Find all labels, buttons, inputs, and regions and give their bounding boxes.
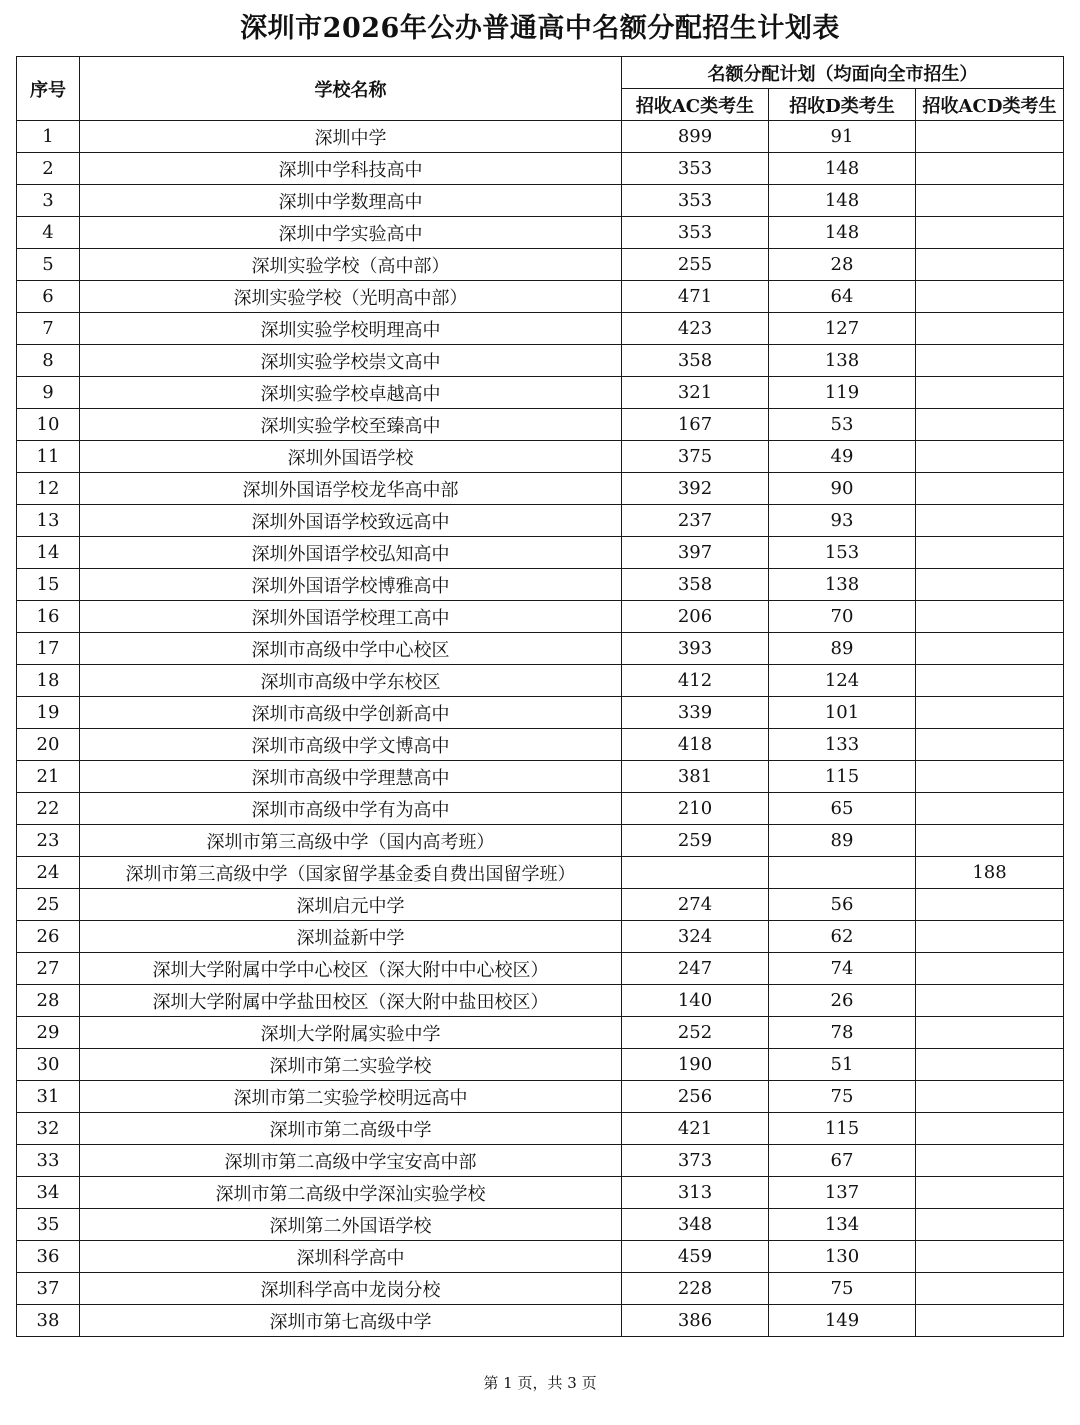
row-index: 18 bbox=[17, 665, 80, 697]
school-name: 深圳实验学校至臻高中 bbox=[80, 409, 622, 441]
d-count: 148 bbox=[769, 217, 916, 249]
table-row bbox=[17, 985, 1064, 1017]
school-name: 深圳实验学校卓越高中 bbox=[80, 377, 622, 409]
d-count: 78 bbox=[769, 1017, 916, 1049]
table-row bbox=[17, 249, 1064, 281]
acd-count bbox=[916, 217, 1064, 249]
school-name: 深圳实验学校崇文高中 bbox=[80, 345, 622, 377]
ac-count: 358 bbox=[622, 345, 769, 377]
d-count: 26 bbox=[769, 985, 916, 1017]
acd-count bbox=[916, 313, 1064, 345]
row-index: 23 bbox=[17, 825, 80, 857]
school-name: 深圳中学实验高中 bbox=[80, 217, 622, 249]
ac-count bbox=[622, 857, 769, 889]
school-name: 深圳市第二实验学校明远高中 bbox=[80, 1081, 622, 1113]
table-row bbox=[17, 697, 1064, 729]
row-index: 21 bbox=[17, 761, 80, 793]
row-index: 34 bbox=[17, 1177, 80, 1209]
school-name: 深圳市第二实验学校 bbox=[80, 1049, 622, 1081]
d-count: 119 bbox=[769, 377, 916, 409]
document-title: 深圳市2026年公办普通高中名额分配招生计划表 bbox=[240, 13, 840, 44]
header-acd-students: 招收ACD类考生 bbox=[916, 89, 1064, 121]
row-index: 22 bbox=[17, 793, 80, 825]
table-row bbox=[17, 409, 1064, 441]
school-name: 深圳外国语学校理工高中 bbox=[80, 601, 622, 633]
d-count: 65 bbox=[769, 793, 916, 825]
d-count: 127 bbox=[769, 313, 916, 345]
d-count: 70 bbox=[769, 601, 916, 633]
d-count: 115 bbox=[769, 1113, 916, 1145]
ac-count: 256 bbox=[622, 1081, 769, 1113]
row-index: 33 bbox=[17, 1145, 80, 1177]
acd-count bbox=[916, 953, 1064, 985]
enrollment-plan-table bbox=[16, 56, 1064, 1337]
page-footer: 第 1 页，共 3 页 bbox=[483, 1374, 597, 1392]
row-index: 20 bbox=[17, 729, 80, 761]
school-name: 深圳市高级中学有为高中 bbox=[80, 793, 622, 825]
table-row bbox=[17, 761, 1064, 793]
school-name: 深圳市高级中学理慧高中 bbox=[80, 761, 622, 793]
d-count: 153 bbox=[769, 537, 916, 569]
school-name: 深圳外国语学校龙华高中部 bbox=[80, 473, 622, 505]
acd-count bbox=[916, 1209, 1064, 1241]
row-index: 38 bbox=[17, 1305, 80, 1337]
header-row-1 bbox=[17, 57, 1064, 89]
acd-count bbox=[916, 249, 1064, 281]
d-count: 75 bbox=[769, 1081, 916, 1113]
table-body bbox=[17, 121, 1064, 1337]
ac-count: 358 bbox=[622, 569, 769, 601]
row-index: 2 bbox=[17, 153, 80, 185]
row-index: 31 bbox=[17, 1081, 80, 1113]
row-index: 14 bbox=[17, 537, 80, 569]
table-row bbox=[17, 505, 1064, 537]
acd-count bbox=[916, 1081, 1064, 1113]
header-school-name: 学校名称 bbox=[80, 57, 622, 121]
table-row bbox=[17, 921, 1064, 953]
header-index: 序号 bbox=[17, 57, 80, 121]
school-name: 深圳市第七高级中学 bbox=[80, 1305, 622, 1337]
ac-count: 259 bbox=[622, 825, 769, 857]
d-count: 62 bbox=[769, 921, 916, 953]
ac-count: 375 bbox=[622, 441, 769, 473]
d-count: 148 bbox=[769, 153, 916, 185]
row-index: 30 bbox=[17, 1049, 80, 1081]
table-row bbox=[17, 217, 1064, 249]
table-row bbox=[17, 473, 1064, 505]
ac-count: 397 bbox=[622, 537, 769, 569]
row-index: 6 bbox=[17, 281, 80, 313]
school-name: 深圳市高级中学中心校区 bbox=[80, 633, 622, 665]
ac-count: 237 bbox=[622, 505, 769, 537]
row-index: 36 bbox=[17, 1241, 80, 1273]
table-row bbox=[17, 729, 1064, 761]
table-row bbox=[17, 1081, 1064, 1113]
table-row bbox=[17, 1241, 1064, 1273]
ac-count: 313 bbox=[622, 1177, 769, 1209]
table-row bbox=[17, 825, 1064, 857]
school-name: 深圳中学数理高中 bbox=[80, 185, 622, 217]
ac-count: 321 bbox=[622, 377, 769, 409]
row-index: 28 bbox=[17, 985, 80, 1017]
acd-count bbox=[916, 505, 1064, 537]
acd-count bbox=[916, 793, 1064, 825]
ac-count: 459 bbox=[622, 1241, 769, 1273]
ac-count: 339 bbox=[622, 697, 769, 729]
row-index: 7 bbox=[17, 313, 80, 345]
table-row bbox=[17, 313, 1064, 345]
row-index: 5 bbox=[17, 249, 80, 281]
table-row bbox=[17, 345, 1064, 377]
acd-count bbox=[916, 281, 1064, 313]
d-count: 101 bbox=[769, 697, 916, 729]
acd-count bbox=[916, 665, 1064, 697]
d-count: 51 bbox=[769, 1049, 916, 1081]
table-row bbox=[17, 537, 1064, 569]
acd-count bbox=[916, 1113, 1064, 1145]
d-count: 89 bbox=[769, 825, 916, 857]
acd-count bbox=[916, 121, 1064, 153]
ac-count: 228 bbox=[622, 1273, 769, 1305]
school-name: 深圳中学科技高中 bbox=[80, 153, 622, 185]
table-header bbox=[17, 57, 1064, 121]
ac-count: 353 bbox=[622, 185, 769, 217]
d-count: 133 bbox=[769, 729, 916, 761]
d-count: 64 bbox=[769, 281, 916, 313]
header-ac-students: 招收AC类考生 bbox=[622, 89, 769, 121]
ac-count: 386 bbox=[622, 1305, 769, 1337]
row-index: 27 bbox=[17, 953, 80, 985]
school-name: 深圳启元中学 bbox=[80, 889, 622, 921]
school-name: 深圳市第三高级中学（国内高考班） bbox=[80, 825, 622, 857]
school-name: 深圳实验学校（光明高中部） bbox=[80, 281, 622, 313]
acd-count bbox=[916, 1017, 1064, 1049]
row-index: 19 bbox=[17, 697, 80, 729]
d-count: 138 bbox=[769, 569, 916, 601]
table-row bbox=[17, 121, 1064, 153]
table-row bbox=[17, 857, 1064, 889]
row-index: 8 bbox=[17, 345, 80, 377]
ac-count: 348 bbox=[622, 1209, 769, 1241]
ac-count: 423 bbox=[622, 313, 769, 345]
row-index: 29 bbox=[17, 1017, 80, 1049]
school-name: 深圳市高级中学东校区 bbox=[80, 665, 622, 697]
school-name: 深圳第二外国语学校 bbox=[80, 1209, 622, 1241]
acd-count bbox=[916, 697, 1064, 729]
table-row bbox=[17, 1209, 1064, 1241]
row-index: 11 bbox=[17, 441, 80, 473]
acd-count bbox=[916, 1145, 1064, 1177]
d-count: 56 bbox=[769, 889, 916, 921]
school-name: 深圳市第二高级中学宝安高中部 bbox=[80, 1145, 622, 1177]
school-name: 深圳外国语学校博雅高中 bbox=[80, 569, 622, 601]
acd-count bbox=[916, 153, 1064, 185]
table-row bbox=[17, 793, 1064, 825]
acd-count bbox=[916, 633, 1064, 665]
school-name: 深圳大学附属中学盐田校区（深大附中盐田校区） bbox=[80, 985, 622, 1017]
table-row bbox=[17, 1049, 1064, 1081]
table-row bbox=[17, 1113, 1064, 1145]
header-d-students: 招收D类考生 bbox=[769, 89, 916, 121]
d-count: 67 bbox=[769, 1145, 916, 1177]
acd-count bbox=[916, 441, 1064, 473]
school-name: 深圳市高级中学文博高中 bbox=[80, 729, 622, 761]
acd-count bbox=[916, 1049, 1064, 1081]
row-index: 32 bbox=[17, 1113, 80, 1145]
d-count: 91 bbox=[769, 121, 916, 153]
ac-count: 393 bbox=[622, 633, 769, 665]
table-row bbox=[17, 1145, 1064, 1177]
table-row bbox=[17, 377, 1064, 409]
ac-count: 210 bbox=[622, 793, 769, 825]
acd-count bbox=[916, 729, 1064, 761]
table-row bbox=[17, 601, 1064, 633]
school-name: 深圳科学高中 bbox=[80, 1241, 622, 1273]
table-row bbox=[17, 665, 1064, 697]
school-name: 深圳外国语学校致远高中 bbox=[80, 505, 622, 537]
acd-count bbox=[916, 1305, 1064, 1337]
ac-count: 353 bbox=[622, 217, 769, 249]
row-index: 35 bbox=[17, 1209, 80, 1241]
d-count: 28 bbox=[769, 249, 916, 281]
table-row bbox=[17, 1305, 1064, 1337]
ac-count: 421 bbox=[622, 1113, 769, 1145]
table-row bbox=[17, 153, 1064, 185]
d-count: 149 bbox=[769, 1305, 916, 1337]
d-count: 115 bbox=[769, 761, 916, 793]
row-index: 4 bbox=[17, 217, 80, 249]
d-count bbox=[769, 857, 916, 889]
d-count: 138 bbox=[769, 345, 916, 377]
school-name: 深圳益新中学 bbox=[80, 921, 622, 953]
d-count: 124 bbox=[769, 665, 916, 697]
school-name: 深圳外国语学校弘知高中 bbox=[80, 537, 622, 569]
acd-count bbox=[916, 345, 1064, 377]
table-row bbox=[17, 281, 1064, 313]
table-row bbox=[17, 1017, 1064, 1049]
ac-count: 418 bbox=[622, 729, 769, 761]
row-index: 26 bbox=[17, 921, 80, 953]
header-quota-plan: 名额分配计划（均面向全市招生） bbox=[622, 57, 1064, 89]
school-name: 深圳科学高中龙岗分校 bbox=[80, 1273, 622, 1305]
ac-count: 167 bbox=[622, 409, 769, 441]
acd-count bbox=[916, 569, 1064, 601]
table-row bbox=[17, 953, 1064, 985]
acd-count bbox=[916, 985, 1064, 1017]
row-index: 24 bbox=[17, 857, 80, 889]
d-count: 134 bbox=[769, 1209, 916, 1241]
school-name: 深圳市第二高级中学深汕实验学校 bbox=[80, 1177, 622, 1209]
school-name: 深圳大学附属中学中心校区（深大附中中心校区） bbox=[80, 953, 622, 985]
acd-count bbox=[916, 1273, 1064, 1305]
ac-count: 471 bbox=[622, 281, 769, 313]
school-name: 深圳市高级中学创新高中 bbox=[80, 697, 622, 729]
d-count: 89 bbox=[769, 633, 916, 665]
row-index: 37 bbox=[17, 1273, 80, 1305]
ac-count: 206 bbox=[622, 601, 769, 633]
acd-count bbox=[916, 601, 1064, 633]
acd-count bbox=[916, 1241, 1064, 1273]
table-row bbox=[17, 185, 1064, 217]
d-count: 49 bbox=[769, 441, 916, 473]
ac-count: 140 bbox=[622, 985, 769, 1017]
row-index: 12 bbox=[17, 473, 80, 505]
ac-count: 252 bbox=[622, 1017, 769, 1049]
row-index: 13 bbox=[17, 505, 80, 537]
d-count: 93 bbox=[769, 505, 916, 537]
row-index: 10 bbox=[17, 409, 80, 441]
acd-count bbox=[916, 473, 1064, 505]
d-count: 90 bbox=[769, 473, 916, 505]
table-row bbox=[17, 889, 1064, 921]
table-row bbox=[17, 441, 1064, 473]
table-row bbox=[17, 1177, 1064, 1209]
ac-count: 392 bbox=[622, 473, 769, 505]
row-index: 17 bbox=[17, 633, 80, 665]
ac-count: 373 bbox=[622, 1145, 769, 1177]
acd-count bbox=[916, 185, 1064, 217]
d-count: 137 bbox=[769, 1177, 916, 1209]
ac-count: 274 bbox=[622, 889, 769, 921]
row-index: 9 bbox=[17, 377, 80, 409]
d-count: 130 bbox=[769, 1241, 916, 1273]
acd-count bbox=[916, 537, 1064, 569]
row-index: 15 bbox=[17, 569, 80, 601]
school-name: 深圳市第二高级中学 bbox=[80, 1113, 622, 1145]
ac-count: 190 bbox=[622, 1049, 769, 1081]
acd-count bbox=[916, 377, 1064, 409]
d-count: 53 bbox=[769, 409, 916, 441]
acd-count: 188 bbox=[916, 857, 1064, 889]
row-index: 1 bbox=[17, 121, 80, 153]
row-index: 25 bbox=[17, 889, 80, 921]
d-count: 148 bbox=[769, 185, 916, 217]
row-index: 3 bbox=[17, 185, 80, 217]
school-name: 深圳市第三高级中学（国家留学基金委自费出国留学班） bbox=[80, 857, 622, 889]
ac-count: 247 bbox=[622, 953, 769, 985]
acd-count bbox=[916, 409, 1064, 441]
school-name: 深圳中学 bbox=[80, 121, 622, 153]
d-count: 74 bbox=[769, 953, 916, 985]
ac-count: 353 bbox=[622, 153, 769, 185]
school-name: 深圳实验学校明理高中 bbox=[80, 313, 622, 345]
ac-count: 899 bbox=[622, 121, 769, 153]
acd-count bbox=[916, 761, 1064, 793]
acd-count bbox=[916, 825, 1064, 857]
acd-count bbox=[916, 1177, 1064, 1209]
table-row bbox=[17, 569, 1064, 601]
d-count: 75 bbox=[769, 1273, 916, 1305]
school-name: 深圳外国语学校 bbox=[80, 441, 622, 473]
row-index: 16 bbox=[17, 601, 80, 633]
table-row bbox=[17, 1273, 1064, 1305]
acd-count bbox=[916, 889, 1064, 921]
ac-count: 412 bbox=[622, 665, 769, 697]
table-row bbox=[17, 633, 1064, 665]
acd-count bbox=[916, 921, 1064, 953]
school-name: 深圳实验学校（高中部） bbox=[80, 249, 622, 281]
ac-count: 381 bbox=[622, 761, 769, 793]
school-name: 深圳大学附属实验中学 bbox=[80, 1017, 622, 1049]
ac-count: 255 bbox=[622, 249, 769, 281]
ac-count: 324 bbox=[622, 921, 769, 953]
